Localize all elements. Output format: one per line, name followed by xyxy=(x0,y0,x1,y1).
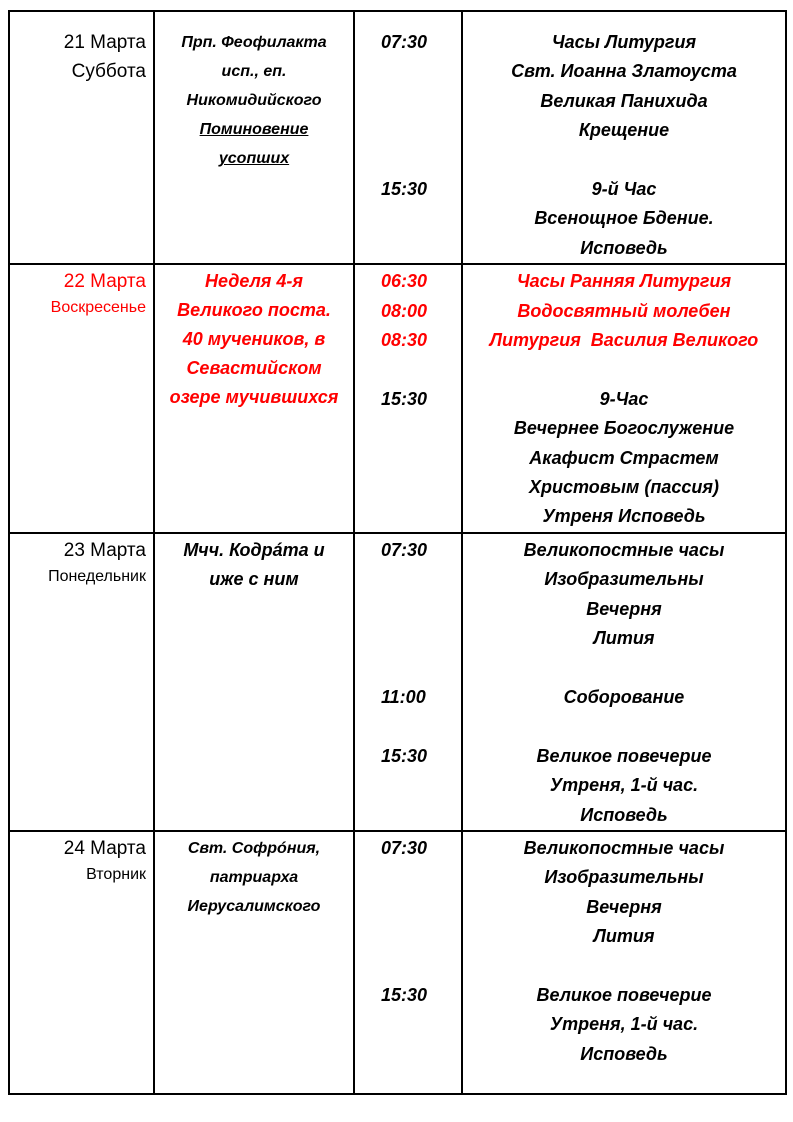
date: 24 Марта xyxy=(63,837,146,859)
service-time: 07:30 xyxy=(381,539,428,560)
service-name: Великопостные часы xyxy=(523,837,725,858)
saint-cell xyxy=(154,831,354,1094)
saint-line: иже с ним xyxy=(209,568,299,589)
time-cell xyxy=(354,533,462,831)
time-cell xyxy=(354,264,462,533)
service-time: 08:30 xyxy=(381,330,428,351)
service-time: 15:30 xyxy=(381,178,428,199)
date-cell xyxy=(9,533,154,831)
service-cell xyxy=(462,831,786,1094)
service-name: Вечернее Богослужение xyxy=(513,418,735,439)
service-name: Часы Литургия xyxy=(551,32,697,52)
service-cell xyxy=(462,11,786,264)
saint-line: Иерусалимского xyxy=(187,897,321,915)
service-time: 11:00 xyxy=(381,686,426,707)
saint-line: Мчч. Кодрáта и xyxy=(183,539,325,560)
service-name: Великопостные часы xyxy=(523,539,725,560)
service-name: Изобразительны xyxy=(544,867,704,888)
service-time: 08:00 xyxy=(381,300,428,321)
saint-line: Великого поста. xyxy=(177,300,331,321)
service-name: Акафист Страстем xyxy=(529,447,719,468)
service-name: Свт. Иоанна Златоуста xyxy=(511,61,737,82)
table-row xyxy=(9,264,786,533)
saint-line: 40 мучеников, в xyxy=(182,329,326,350)
service-name: Всенощное Бдение. xyxy=(534,208,714,229)
service-name: Лития xyxy=(593,628,655,649)
date: 22 Марта xyxy=(63,271,146,293)
service-name: Водосвятный молебен xyxy=(517,300,731,321)
time-cell xyxy=(354,11,462,264)
service-time: 07:30 xyxy=(381,837,428,858)
date-cell xyxy=(9,11,154,264)
weekday: Воскресенье xyxy=(50,299,146,317)
saint-line: озере мучившихся xyxy=(169,387,339,408)
saint-cell xyxy=(154,11,354,264)
weekday: Суббота xyxy=(71,61,146,82)
schedule-table xyxy=(8,10,787,1095)
saint-line: патриарха xyxy=(209,868,299,886)
date: 21 Марта xyxy=(63,32,146,53)
time-cell xyxy=(354,831,462,1094)
table-row xyxy=(9,831,786,1094)
saint-cell xyxy=(154,264,354,533)
service-name: Христовым (пассия) xyxy=(529,477,719,498)
service-time: 15:30 xyxy=(381,745,428,766)
saint-line: исп., еп. xyxy=(221,63,287,80)
service-name: Соборование xyxy=(563,686,685,707)
service-name: Великое повечерие xyxy=(536,745,712,766)
service-time: 15:30 xyxy=(381,388,428,409)
service-name: Исповедь xyxy=(580,237,668,258)
service-name: Вечерня xyxy=(586,598,662,619)
service-name: Лития xyxy=(593,926,655,947)
service-name: 9-Час xyxy=(599,388,649,409)
saint-line: Севастийском xyxy=(186,358,322,379)
service-name: Великое повечерие xyxy=(536,984,712,1005)
weekday: Понедельник xyxy=(48,567,146,585)
date-cell xyxy=(9,264,154,533)
commemoration-line: Поминовение xyxy=(199,121,309,138)
service-name: Исповедь xyxy=(580,1043,668,1064)
service-cell xyxy=(462,264,786,533)
service-name: Великая Панихида xyxy=(540,90,708,111)
service-name: Изобразительны xyxy=(544,569,704,590)
table-row xyxy=(9,533,786,831)
service-name: Утреня, 1-й час. xyxy=(549,1014,699,1035)
date: 23 Марта xyxy=(63,539,146,561)
service-name: Крещение xyxy=(578,120,670,141)
service-name: Часы Ранняя Литургия xyxy=(516,271,732,292)
service-name: Исповедь xyxy=(580,804,668,825)
service-name: Вечерня xyxy=(586,896,662,917)
service-name: 9-й Час xyxy=(591,179,657,200)
service-time: 06:30 xyxy=(381,271,428,292)
date-cell xyxy=(9,831,154,1094)
service-cell xyxy=(462,533,786,831)
service-time: 15:30 xyxy=(381,984,428,1005)
weekday: Вторник xyxy=(86,865,146,883)
service-name: Утреня Исповедь xyxy=(542,506,706,527)
service-name: Утреня, 1-й час. xyxy=(549,775,699,796)
saint-line: Неделя 4-я xyxy=(205,271,303,292)
saint-cell xyxy=(154,533,354,831)
service-time: 07:30 xyxy=(381,32,428,52)
commemoration-line: усопших xyxy=(218,150,290,167)
table-row xyxy=(9,11,786,264)
service-name: Литургия Василия Великого xyxy=(489,330,759,351)
saint-line: Никомидийского xyxy=(186,92,322,109)
saint-line: Прп. Феофилакта xyxy=(181,34,327,51)
saint-line: Свт. Софрóния, xyxy=(187,839,321,857)
